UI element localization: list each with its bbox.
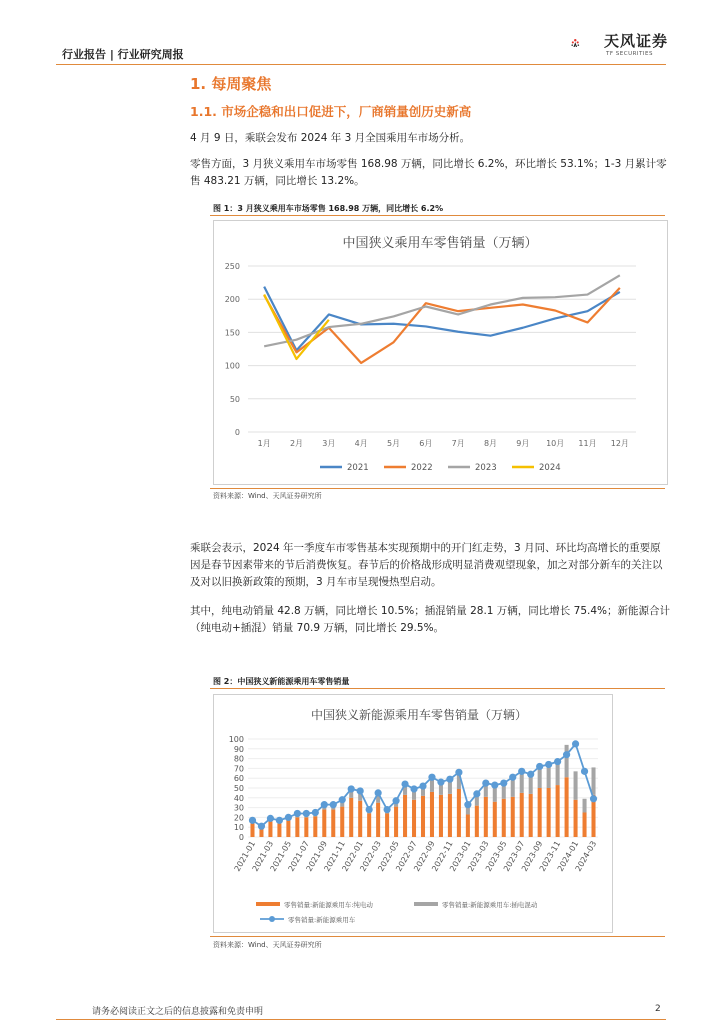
bar-bev bbox=[547, 788, 551, 837]
x-tick-label: 2022-03 bbox=[358, 839, 383, 873]
x-tick-label: 2023-09 bbox=[519, 839, 545, 873]
x-tick-label: 2021-03 bbox=[250, 839, 276, 873]
bar-bev bbox=[295, 817, 299, 837]
bar-bev bbox=[340, 807, 344, 837]
point-total bbox=[303, 810, 310, 817]
bar-bev bbox=[565, 777, 569, 837]
x-tick-label: 2023-11 bbox=[537, 839, 563, 873]
bar-bev bbox=[430, 792, 434, 837]
point-total bbox=[249, 817, 256, 824]
bar-bev bbox=[502, 799, 506, 837]
point-total bbox=[357, 787, 364, 794]
x-tick-label: 2023-01 bbox=[448, 839, 473, 873]
bar-bev bbox=[538, 788, 542, 837]
x-tick-label: 2023-03 bbox=[466, 839, 491, 873]
bar-bev bbox=[556, 785, 560, 837]
paragraph-retail: 零售方面，3 月狭义乘用车市场零售 168.98 万辆，同比增长 6.2%，环比增长 53.1%；1-3 月累计零售 483.21 万辆，同比增长 13.2%。 bbox=[190, 158, 667, 187]
bar-bev bbox=[574, 800, 578, 837]
bar-phev bbox=[583, 799, 587, 813]
point-total bbox=[366, 806, 373, 813]
bar-bev bbox=[583, 813, 587, 838]
bar-bev bbox=[439, 795, 443, 837]
logo-english-name: TF SECURITIES bbox=[606, 51, 653, 57]
paragraph-cpca-comment: 乘联会表示，2024 年一季度车市零售基本实现预期中的开门红走势，3 月同、环比均高增长的重要原因是春节因素带来的节后消费恢复。春节后的价格战形成明显消费观望现象，加之对部分新车的关注以及对以旧换新政策的预期，3 月车市呈现慢热型启动。 bbox=[190, 542, 663, 588]
point-total bbox=[518, 768, 525, 775]
bar-phev bbox=[565, 745, 569, 777]
nev-combo-chart bbox=[214, 695, 612, 932]
legend-swatch-bev bbox=[256, 902, 280, 906]
y-tick-label: 0 bbox=[238, 833, 244, 842]
bar-bev bbox=[349, 798, 353, 837]
y-tick-label: 50 bbox=[229, 394, 240, 404]
bar-bev bbox=[520, 793, 524, 837]
x-tick-label: 2021-05 bbox=[268, 839, 294, 873]
point-total bbox=[419, 782, 426, 789]
y-tick-label: 80 bbox=[233, 754, 244, 764]
bar-phev bbox=[591, 767, 595, 794]
figure1-bottom-rule bbox=[210, 488, 665, 489]
x-tick-label: 2022-11 bbox=[430, 839, 455, 873]
bar-bev bbox=[412, 800, 416, 837]
bar-bev bbox=[511, 797, 515, 837]
x-tick-label: 2024-03 bbox=[573, 839, 599, 873]
bar-bev bbox=[493, 802, 497, 837]
point-total bbox=[321, 801, 328, 808]
subsection-heading: 1.1. 市场企稳和出口促进下，厂商销量创历史新高 bbox=[190, 104, 472, 119]
bar-bev bbox=[277, 823, 281, 837]
bar-bev bbox=[313, 816, 317, 837]
figure2-rule bbox=[210, 688, 665, 689]
legend-label-2021: 2021 bbox=[347, 463, 369, 473]
bar-phev bbox=[574, 771, 578, 799]
figure1-rule bbox=[210, 215, 665, 216]
point-total bbox=[401, 780, 408, 787]
bar-bev bbox=[358, 801, 362, 837]
point-total bbox=[339, 796, 346, 803]
x-tick-label: 2023-05 bbox=[483, 839, 509, 873]
bar-bev bbox=[484, 797, 488, 837]
figure1-chart-frame bbox=[213, 220, 668, 485]
point-total bbox=[572, 740, 579, 747]
x-tick-label: 2021-11 bbox=[322, 839, 347, 873]
point-total bbox=[348, 785, 355, 792]
y-tick-label: 100 bbox=[228, 735, 244, 744]
x-tick-label: 2022-01 bbox=[340, 839, 365, 873]
figure1-caption: 图 1：3 月狭义乘用车市场零售 168.98 万辆，同比增长 6.2% bbox=[213, 204, 444, 213]
point-total bbox=[509, 774, 516, 781]
y-tick-label: 60 bbox=[233, 774, 244, 784]
paragraph-nev-breakdown: 其中，纯电动销量 42.8 万辆，同比增长 10.5%；插混销量 28.1 万辆，同比增长 75.4%；新能源合计（纯电动+插混）销量 70.9 万辆，同比增长 29.5%。 bbox=[190, 605, 670, 634]
point-total bbox=[267, 815, 274, 822]
x-tick-label: 2022-05 bbox=[376, 839, 401, 873]
figure2-bottom-rule bbox=[210, 936, 665, 937]
x-tick-label: 2023-07 bbox=[501, 839, 527, 873]
point-total bbox=[590, 795, 597, 802]
chart-title: 中国狭义乘用车零售销量（万辆） bbox=[342, 236, 538, 251]
point-total bbox=[384, 806, 391, 813]
footer-rule bbox=[56, 1019, 666, 1020]
point-total bbox=[428, 774, 435, 781]
legend-label-total: 零售销量:新能源乘用车 bbox=[288, 916, 356, 924]
point-total bbox=[545, 761, 552, 768]
point-total bbox=[491, 781, 498, 788]
point-total bbox=[500, 780, 507, 787]
x-tick-label: 2022-09 bbox=[412, 839, 437, 873]
x-tick-label: 2024-01 bbox=[555, 839, 581, 873]
x-tick-label: 3月 bbox=[322, 439, 336, 448]
point-total bbox=[536, 763, 543, 770]
point-total bbox=[312, 809, 319, 816]
point-total bbox=[330, 801, 337, 808]
y-tick-label: 100 bbox=[224, 361, 240, 371]
figure2-chart-frame bbox=[213, 694, 613, 933]
figure2-source: 资料来源：Wind、天风证券研究所 bbox=[213, 941, 322, 949]
point-total bbox=[482, 780, 489, 787]
y-tick-label: 90 bbox=[233, 744, 244, 754]
section-heading: 1. 每周聚焦 bbox=[190, 75, 272, 93]
bar-bev bbox=[448, 794, 452, 837]
x-tick-label: 4月 bbox=[354, 439, 368, 448]
bar-bev bbox=[376, 803, 380, 837]
y-tick-label: 20 bbox=[233, 813, 244, 823]
page-number: 2 bbox=[655, 1004, 661, 1014]
bar-bev bbox=[367, 813, 371, 837]
x-tick-label: 5月 bbox=[386, 439, 401, 448]
point-total bbox=[464, 801, 471, 808]
paragraph-intro: 4 月 9 日，乘联会发布 2024 年 3 月全国乘用车市场分析。 bbox=[190, 132, 471, 144]
point-total bbox=[581, 768, 588, 775]
y-tick-label: 200 bbox=[224, 295, 240, 305]
x-tick-label: 11月 bbox=[578, 439, 597, 448]
y-tick-label: 150 bbox=[224, 328, 240, 338]
y-tick-label: 30 bbox=[233, 803, 244, 813]
x-tick-label: 12月 bbox=[610, 439, 629, 448]
figure2-caption: 图 2：中国狭义新能源乘用车零售销量 bbox=[213, 677, 350, 686]
point-total bbox=[554, 758, 561, 765]
y-tick-label: 40 bbox=[233, 793, 244, 803]
x-tick-label: 7月 bbox=[451, 439, 465, 448]
legend-label-bev: 零售销量:新能源乘用车:纯电动 bbox=[284, 901, 373, 909]
x-tick-label: 8月 bbox=[483, 439, 498, 448]
bar-bev bbox=[268, 821, 272, 837]
point-total bbox=[446, 776, 453, 783]
legend-label-phev: 零售销量:新能源乘用车:插电混动 bbox=[442, 901, 538, 909]
y-tick-label: 0 bbox=[234, 428, 240, 437]
footer-disclaimer: 请务必阅读正文之后的信息披露和免责申明 bbox=[92, 1007, 264, 1017]
report-category: 行业报告 | 行业研究周报 bbox=[62, 48, 184, 61]
header-rule bbox=[56, 64, 666, 65]
bar-bev bbox=[529, 794, 533, 837]
legend-swatch-phev bbox=[414, 902, 438, 906]
point-total bbox=[437, 779, 444, 786]
bar-bev bbox=[385, 813, 389, 837]
bar-bev bbox=[466, 814, 470, 837]
x-tick-label: 9月 bbox=[516, 439, 530, 448]
bar-bev bbox=[394, 807, 398, 837]
point-total bbox=[473, 790, 480, 797]
x-tick-label: 2021-09 bbox=[304, 839, 330, 873]
point-total bbox=[455, 769, 462, 776]
point-total bbox=[527, 771, 534, 778]
bar-bev bbox=[403, 795, 407, 837]
point-total bbox=[392, 797, 399, 804]
bar-bev bbox=[304, 817, 308, 837]
bar-bev bbox=[331, 810, 335, 837]
line-chart bbox=[214, 221, 667, 484]
x-tick-label: 2021-01 bbox=[232, 839, 258, 873]
bar-bev bbox=[250, 823, 254, 837]
y-tick-label: 50 bbox=[233, 784, 244, 793]
legend-label-2024: 2024 bbox=[539, 463, 561, 473]
logo-mark bbox=[571, 26, 603, 60]
bar-bev bbox=[322, 810, 326, 837]
legend-label-2023: 2023 bbox=[475, 463, 497, 473]
bar-bev bbox=[475, 806, 479, 837]
legend-marker-total bbox=[269, 916, 275, 922]
x-tick-label: 1月 bbox=[257, 439, 271, 448]
point-total bbox=[375, 789, 382, 796]
point-total bbox=[294, 810, 301, 817]
x-tick-label: 6月 bbox=[419, 439, 433, 448]
logo-name: 天风证券 bbox=[604, 32, 669, 50]
x-tick-label: 2021-07 bbox=[286, 839, 312, 873]
point-total bbox=[410, 785, 417, 792]
y-tick-label: 70 bbox=[233, 764, 244, 774]
figure1-source: 资料来源：Wind、天风证券研究所 bbox=[213, 492, 322, 500]
x-tick-label: 10月 bbox=[546, 439, 565, 448]
chart-title: 中国狭义新能源乘用车零售销量（万辆） bbox=[310, 708, 528, 722]
point-total bbox=[258, 823, 265, 830]
point-total bbox=[285, 814, 292, 821]
y-tick-label: 250 bbox=[224, 262, 240, 271]
point-total bbox=[276, 817, 283, 824]
x-tick-label: 2月 bbox=[289, 439, 304, 448]
y-tick-label: 10 bbox=[233, 823, 244, 833]
bar-bev bbox=[421, 796, 425, 837]
x-tick-label: 2022-07 bbox=[394, 839, 419, 873]
point-total bbox=[563, 751, 570, 758]
bar-bev bbox=[286, 820, 290, 837]
bar-bev bbox=[457, 789, 461, 837]
legend-label-2022: 2022 bbox=[411, 463, 433, 473]
